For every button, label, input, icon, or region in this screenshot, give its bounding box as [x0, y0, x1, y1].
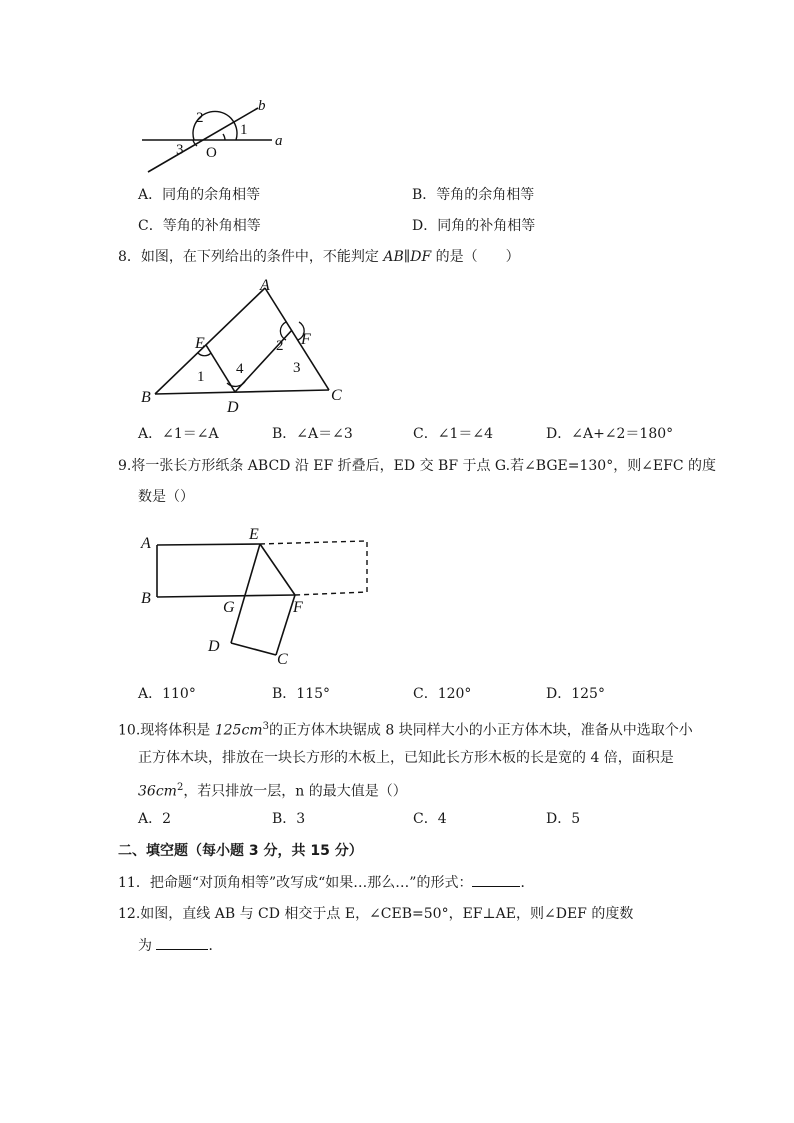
point-e: E — [195, 335, 205, 352]
q8-text-suffix: 的是（ ） — [431, 249, 520, 265]
point-d: D — [227, 399, 239, 416]
point-a: A — [141, 535, 151, 552]
q8-text-prefix: 8．如图，在下列给出的条件中，不能判定 — [118, 249, 384, 265]
q10-question-line1 — [118, 717, 693, 741]
label-2: 2 — [196, 110, 204, 126]
q7-option-b[interactable]: B．等角的余角相等 — [412, 187, 535, 203]
edge-ae — [157, 544, 260, 545]
section-title-fill-in: 二、填空题（每小题 3 分，共 15 分） — [118, 843, 363, 859]
label-2: 2 — [276, 338, 284, 354]
q7-option-d[interactable]: D．同角的补角相等 — [412, 218, 536, 234]
q10-line3-b: ，若只排放一层，n 的最大值是（） — [183, 783, 407, 800]
q11-text: 11．把命题“对顶角相等”改写成“如果…那么…”的形式： — [118, 875, 473, 891]
angle-1-arc — [198, 353, 211, 356]
fold-ef — [260, 544, 295, 595]
q10-question-line2: 正方体木块，排放在一块长方形的木板上，已知此长方形木板的长是宽的 4 倍，面积是 — [138, 750, 674, 766]
label-o: O — [206, 145, 217, 161]
point-d: D — [208, 638, 220, 655]
q8-option-c[interactable]: C．∠1＝∠4 — [413, 426, 493, 442]
point-f: F — [293, 599, 303, 616]
q9-option-c[interactable]: C．120° — [413, 686, 472, 702]
q8-question — [118, 247, 520, 267]
q10-option-d[interactable]: D．5 — [546, 811, 581, 827]
q9-option-a[interactable]: A．110° — [138, 686, 196, 702]
vertex-c: C — [331, 387, 342, 404]
label-b: b — [258, 98, 266, 114]
q8-option-b[interactable]: B．∠A＝∠3 — [272, 426, 353, 442]
q9-option-d[interactable]: D．125° — [546, 686, 605, 702]
q10-line1-a: 10.现将体积是 — [118, 722, 215, 739]
point-c: C — [277, 651, 288, 668]
vertex-a: A — [260, 277, 270, 294]
label-1: 1 — [240, 122, 248, 138]
angle-1-arc — [223, 134, 225, 140]
label-3: 3 — [293, 360, 301, 376]
label-a: a — [275, 133, 283, 149]
point-e: E — [249, 526, 259, 543]
q10-question-line3 — [138, 778, 407, 802]
edge-dc — [231, 643, 276, 655]
q12-line2-text: 为 — [138, 938, 157, 954]
q9-question-line1: 9.将一张长方形纸条 ABCD 沿 EF 折叠后，ED 交 BF 于点 G.若∠BGE=130°，则∠EFC 的度 — [118, 458, 717, 474]
q10-area: 36cm — [138, 783, 177, 800]
point-f: F — [301, 331, 311, 348]
q8-option-a[interactable]: A．∠1＝∠A — [138, 426, 219, 442]
q10-line1-b: 的正方体木块锯成 8 块同样大小的小正方体木块，准备从中选取个小 — [268, 722, 693, 739]
q10-option-b[interactable]: B．3 — [272, 811, 306, 827]
q10-volume-exp: 3 — [262, 721, 269, 732]
label-3: 3 — [176, 142, 184, 158]
label-4: 4 — [236, 361, 244, 377]
q9-fold-figure — [135, 520, 385, 670]
q8-option-d[interactable]: D．∠A+∠2＝180° — [546, 426, 674, 442]
q12-question-line1: 12.如图，直线 AB 与 CD 相交于点 E，∠CEB=50°，EF⊥AE，则∠DEF 的度数 — [118, 906, 634, 922]
point-g: G — [223, 599, 235, 616]
q10-volume: 125cm — [214, 722, 263, 739]
q7-option-c[interactable]: C．等角的补角相等 — [138, 218, 261, 234]
q7-angle-figure — [130, 98, 300, 178]
q11-answer-blank[interactable] — [472, 872, 520, 887]
label-1: 1 — [197, 369, 205, 385]
edge-ed — [231, 544, 260, 643]
q10-area-exp: 2 — [176, 782, 184, 793]
q12-end: ． — [208, 938, 223, 954]
q11-end: ． — [520, 875, 535, 891]
q12-question-line2 — [138, 935, 222, 956]
q9-option-b[interactable]: B．115° — [272, 686, 331, 702]
point-b: B — [141, 590, 151, 607]
q8-triangle-figure — [135, 274, 355, 414]
q9-question-line2: 数是（） — [138, 489, 194, 505]
q11-question — [118, 872, 534, 893]
q7-option-a[interactable]: A．同角的余角相等 — [138, 187, 261, 203]
vertex-b: B — [141, 389, 151, 406]
side-bc — [155, 390, 329, 394]
q10-option-a[interactable]: A．2 — [138, 811, 172, 827]
edge-bf — [157, 595, 295, 597]
q12-answer-blank[interactable] — [156, 935, 208, 950]
q8-text-math: AB∥DF — [383, 249, 432, 265]
q10-option-c[interactable]: C．4 — [413, 811, 447, 827]
